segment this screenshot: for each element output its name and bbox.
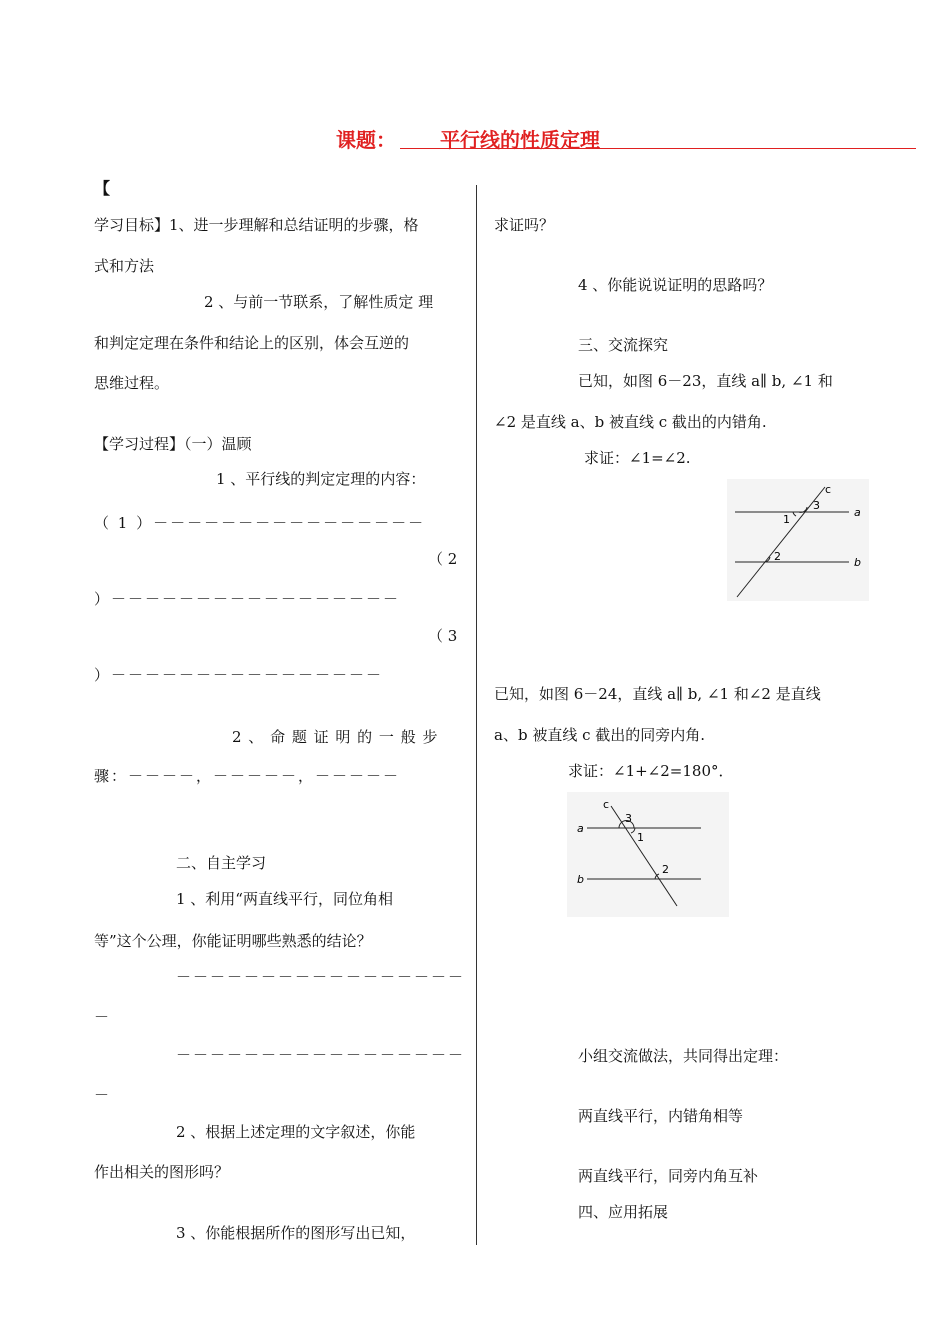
blank-line-2: ）－－－－－－－－－－－－－－－－－ — [94, 590, 401, 608]
figure-6-23-svg — [727, 479, 869, 601]
self-question-3-line-1: 3 、你能根据所作的图形写出已知， — [176, 1224, 416, 1242]
self-question-1-line-2: 等”这个公理，你能证明哪些熟悉的结论？ — [94, 932, 372, 950]
theorem-1: 两直线平行，内错角相等 — [578, 1107, 744, 1125]
question-4: 4 、你能说说证明的思路吗？ — [578, 276, 773, 294]
question-3-continued: 求证吗？ — [494, 216, 555, 234]
blank-line-4: －－－－－－－－－－－－－－－－－ — [176, 968, 466, 986]
goals-line-4: 和判定定理在条件和结论上的区别，体会互逆的 — [94, 334, 410, 352]
self-question-2-line-2: 作出相关的图形吗？ — [94, 1163, 230, 1181]
blank-line-5: －－－－－－－－－－－－－－－－－ — [176, 1046, 466, 1064]
steps-line-2: 骤：－－－－，－－－－－，－－－－－ — [94, 767, 401, 785]
label-a: a — [854, 506, 861, 519]
label-a: a — [577, 822, 584, 835]
prove-1: 求证：∠1=∠2. — [584, 449, 691, 467]
label-angle-1: 1 — [637, 831, 644, 844]
self-question-2-line-1: 2 、根据上述定理的文字叙述，你能 — [176, 1123, 416, 1141]
blank-line-2-number: （ 2 — [428, 550, 458, 568]
blank-line-4-tail: － — [94, 1008, 110, 1026]
process-heading: 【学习过程】（一）温顾 — [94, 435, 252, 453]
blank-line-1: （ 1 ）－－－－－－－－－－－－－－－－ — [94, 514, 426, 532]
known-2-line-1: 已知，如图 6－24，直线 a∥ b, ∠1 和∠2 是直线 — [494, 685, 821, 703]
label-b: b — [577, 873, 584, 886]
self-study-heading: 二、自主学习 — [176, 854, 267, 872]
title-label-text: 课题： — [336, 128, 396, 152]
column-divider — [476, 185, 477, 1245]
goals-line-5: 思维过程。 — [94, 374, 170, 392]
line-c — [611, 806, 677, 906]
steps-line-1: 2 、 命 题 证 明 的 一 般 步 — [232, 728, 439, 746]
blank-line-3: ）－－－－－－－－－－－－－－－－ — [94, 666, 384, 684]
exchange-heading: 三、交流探究 — [578, 336, 669, 354]
goals-line-3: 2 、与前一节联系，了解性质定 理 — [204, 293, 434, 311]
goals-line-1: 学习目标】1、进一步理解和总结证明的步骤，格 — [94, 216, 419, 234]
angle-1-arc — [793, 512, 796, 516]
group-exchange: 小组交流做法，共同得出定理： — [578, 1047, 789, 1065]
figure-6-23 — [727, 479, 869, 601]
label-angle-1: 1 — [783, 513, 790, 526]
label-c: c — [825, 483, 832, 496]
review-question-1: 1 、平行线的判定定理的内容： — [216, 470, 426, 488]
title-underline — [400, 148, 916, 149]
open-bracket: 【 — [94, 179, 111, 198]
label-angle-2: 2 — [662, 863, 669, 876]
prove-2: 求证：∠1+∠2=180°． — [568, 762, 734, 780]
goals-line-2: 式和方法 — [94, 257, 155, 275]
label-c: c — [603, 798, 610, 811]
blank-line-3-number: （ 3 — [428, 627, 458, 645]
label-angle-3: 3 — [625, 812, 632, 825]
line-c — [737, 487, 825, 597]
label-angle-2: 2 — [774, 550, 781, 563]
blank-line-5-tail: － — [94, 1086, 110, 1104]
angle-1-arc — [631, 828, 635, 833]
known-2-line-2: a、b 被直线 c 截出的同旁内角. — [494, 726, 706, 744]
figure-6-24 — [567, 792, 729, 917]
title-label — [336, 124, 396, 153]
apply-heading: 四、应用拓展 — [578, 1203, 669, 1221]
label-angle-3: 3 — [813, 499, 820, 512]
self-question-1-line-1: 1 、利用“两直线平行，同位角相 — [176, 890, 393, 908]
known-1-line-1: 已知，如图 6－23，直线 a∥ b, ∠1 和 — [578, 372, 833, 390]
theorem-2: 两直线平行，同旁内角互补 — [578, 1167, 759, 1185]
page-title: 平行线的性质定理 — [440, 128, 600, 152]
known-1-line-2: ∠2 是直线 a、b 被直线 c 截出的内错角. — [494, 413, 767, 431]
figure-6-24-svg — [567, 792, 729, 917]
label-b: b — [854, 556, 861, 569]
